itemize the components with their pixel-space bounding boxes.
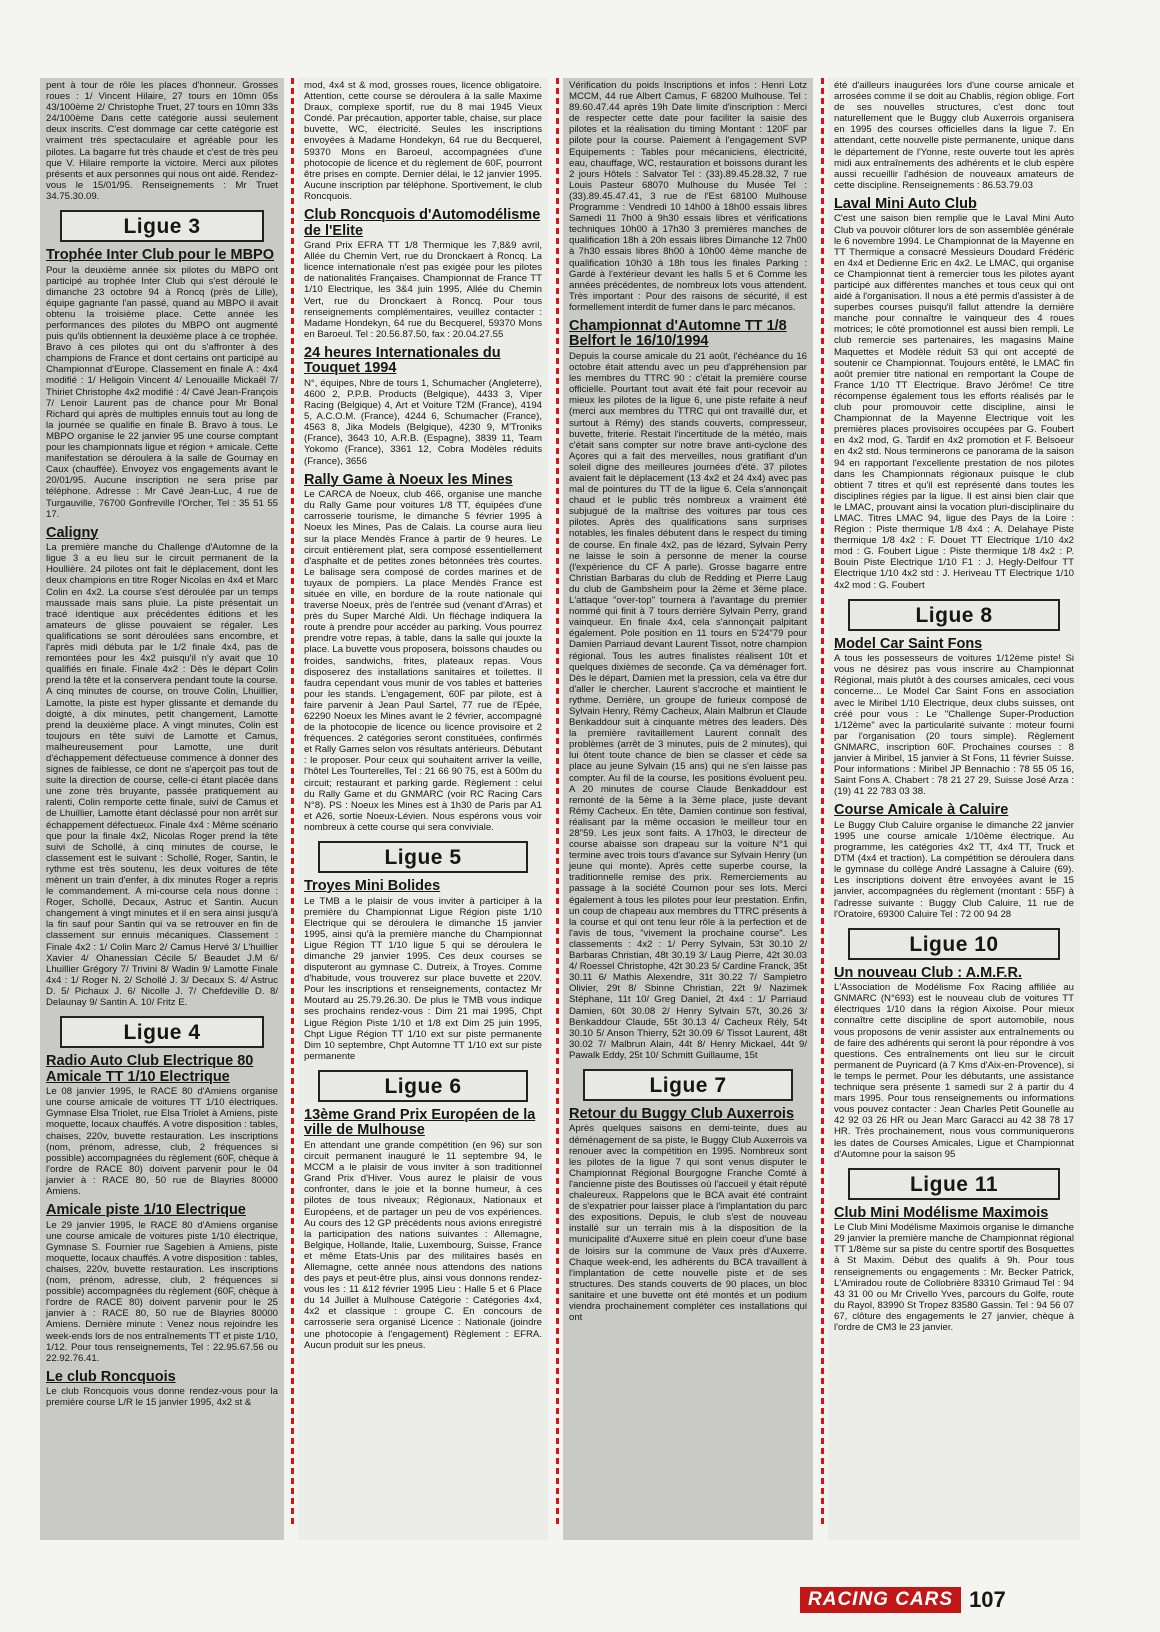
article-text: C'est une saison bien remplie que le Laval Mini Auto Club va pouvoir clôturer lors de son assemblée générale le 6 novembre 1994. Le Championnat de la Mayenne en TT Thermique a consacré Messieurs Doudard Frédéric en 4x4 et Dedienne Eric en 4x2. Le LMAC, qui organise ce Championnat tient à remercier tous les pilotes ayant participé aux différentes manches et tous ceux qui ont aidé à l'organisation. Il nous a été permis d'assister à de superbes courses puisqu'il fallut attendre la dernière manche pour connaître le vainqueur des 4 roues motrices; le côté promotionnel est aussi bien rempli. Le club remercie ses partenaires, les magasins Maine Maquettes et Modèle réduit 53 qui ont accepté de soutenir ce Championnat. Toujours entêté, le LMAC fin août premier titre national en remportant la Coupe de France 1/10 TT Electrique. Bravo Jérôme! Ce titre récompense également tous les efforts réalisés par le club pour promouvoir cette discipline, ainsi le Championnat de la Mayenne Electrique voit les premières places provisoires occupées par G. Foubert en 4x2 mod, G. Tardif en 4x2 promotion et F. Belsoeur en 4x2 std. Nous terminerons ce panorama de la saison 94 en rapportant l'excellente prestation de nos pilotes dans les Championnats régionaux puisque le club obtient 7 titres et qu'il est représenté dans toutes les disciplines régies par la ligue. Il est ainsi bien clair que le LMAC, prouvant ainsi la vocation pluri-disciplinaire du LMAC. Titres LMAC 94, ligue des Pays de la Loire : Région : Piste thermique 1/8 4x4 : A. Delahaye Piste thermique 1/8 4x2 : F. Douet TT Electrique 1/10 4x2 mod : G. Foubert Ligue : Piste thermique 1/8 4x2 : P. Bouin Piste Electrique 1/10 F1 : J. Hegly-Delfour TT Electrique 1/10 4x2 std : J. Heriveau TT Electrique 1/10 4x2 mod : G. Foubert (834, 213, 1074, 591)
article-title: 13ème Grand Prix Européen de la ville de Mulhouse (304, 1106, 536, 1139)
article-text: En attendant une grande compétition (en 96) sur son circuit permanent inauguré le 11 septembre 94, le MCCM a le plaisir de vous inviter à son traditionnel Grand Prix d'Hiver. Vous aurez le plaisir de vous confronter, dans le joie et la bonne humeur, à ces pilotes de tous niveaux; Régionaux, Nationaux et Européens, et de partager un peu de vos expériences. Au cours des 12 GP précédents nous avions enregistré la participation des nations suivantes : Allemagne, Belgique, Hollande, Italie, Luxembourg, Suisse, France et même Etats-Unis par des militaires basés en Allemagne, cette année nous attendons des nations des pays et peut-être plus, ainsi vous donnons rendez-vous les : 11 &12 février 1995 Lieu : Halle 5 et 6 Place du 14 Juillet à Mulhouse Catégorie : Catégories 4x4, 4x2 et classique : groupe C. En concours de carrosserie sera organisé Licence : Nationale (joindre une photocopie à l'engagement) Règlement : EFRA. Aucun produit sur les pneus. (304, 1139, 542, 1351)
article-text: Grand Prix EFRA TT 1/8 Thermique les 7,8&9 avril, Allée du Chemin Vert, rue du Dronckaert à Roncq. La licence internationale n'est pas exigée pour les pilotes de nationalités Françaises. Championnat de France TT 1/10 Electrique, les 3&4 juin 1995, Allée du Chemin Vert, rue du Dronckaert à Roncq. Pour tous renseignements complémentaires, veuillez contacter : Madame Hondekyn, 64 rue du Becquerel, 59370 Mons en Baroeul. Tel : 20.56.87.50, fax : 20.04.27.55 (304, 240, 542, 340)
article-title: 24 heures Internationales du Touquet 1994 (304, 344, 501, 377)
league-heading: Ligue 3 (60, 210, 264, 242)
article-text: N°, équipes, Nbre de tours 1, Schumacher (Angleterre), 4600 2, P.P.B. Products (Belgique), 4433 3, Viper Racing (Belgique) 4, Art et Voiture T2M (France), 4194 5, A.C.O.M. (France), 4244 6, Schumacher (France), 4563 8, Jika Models (Belgique), 4230 9, M'Troniks (France), 3643 10, A.R.B. (Espagne), 3839 11, Team Yokomo (France), 3361 12, Cobra Modèles réduits (France), 3656 (304, 377, 542, 467)
article-title: Club Roncquois d'Automodélisme de l'Elite (304, 207, 541, 239)
league-heading: Ligue 10 (848, 928, 1060, 960)
league-heading: Ligue 8 (848, 599, 1060, 631)
page-number: 107 (969, 1587, 1006, 1612)
league-heading: Ligue 4 (60, 1016, 264, 1048)
column-1-content (40, 78, 284, 1408)
league-heading: Ligue 7 (583, 1069, 793, 1101)
column-2 (298, 78, 548, 1540)
article-title: Troyes Mini Bolides (304, 878, 441, 895)
column-1 (40, 78, 284, 1540)
column-3 (563, 78, 813, 1540)
article-title: Un nouveau Club : A.M.F.R. (834, 964, 1022, 981)
article-text: Après quelques saisons en demi-teinte, dues au déménagement de sa piste, le Buggy Club Auxerrois va renouer avec la compétition en 1995. Nombreux sont les pilotes de la ligue 7 qui sont venus disputer le Championnat Régional Bourgogne Franche Comté à l'ancienne piste des Boutisses où l'accueil y était réputé chaleureux. Rappelons que le BCA avait été contraint de s'expatrier pour laisser place à l'implantation du parc des expositions. Depuis, le club s'est de nouveau installé sur un terrain mis à la disposition de la municipalité d'Auxerre situé en plein coeur d'une base de loisirs sur la commune de Vaux près d'Auxerre. Chaque week-end, les adhérents du BCA travaillent à l'implantation de cette nouvelle piste et de ses structures. Des stands couverts de 90 places, un bloc sanitaire et une buvette ont été montés et un podium viendra prochainement compléter ces installations qui ont (569, 1123, 807, 1324)
article-title: Le club Roncquois (46, 1368, 176, 1385)
article-title: Rally Game à Noeux les Mines (304, 471, 513, 488)
column-divider (291, 78, 294, 1528)
league-heading: Ligue 6 (318, 1070, 528, 1102)
article-title: Amicale piste 1/10 Electrique (46, 1202, 246, 1219)
article-title: Retour du Buggy Club Auxerrois (569, 1105, 795, 1122)
column-3-content (563, 78, 813, 1323)
column-4-content (828, 78, 1080, 1333)
article-text: Le club Roncquois vous donne rendez-vous pour la première course L/R le 15 janvier 1995, 4x2 st & (46, 1386, 278, 1409)
article-text: Pour la deuxième année six pilotes du MBPO ont participé au trophée Inter Club qui s'est déroulé le dimanche 23 octobre 94 à Roncq (près de Lille), équipe gagnante l'an passé, quand au MBPO il avait obtenu la troisième place. Cette année les performances des pilotes du MBPO ont augmenté puis qu'ils obtiennent la deuxième place à ce trophée. Bravo à ces pilotes qui ont du s'affronter à des champions de France et dont certains ont participé au Championnat d'Europe. Classement en finale A : 4x4 modifié : 1/ Heligoin Vincent 4/ Lenouaille Mickaël 7/ Thiriet Christophe 4x2 modifié : 4/ Cavé Jean-François 7/ Lenoir Laurent pas de chance pour Mr Bonal Richard qui après de multiples ennuis tout au long de la journée se qualifie en finale B. Bravo à tous. Le MBPO organise le 22 janvier 95 une course comptant pour les championnats ligue et région + amicale. Cette manifestation se déroulera à la salle de Gournay en Caux (chauffée). Envoyez vos engagements avant le 20/01/95. Aucune inscription ne sera prise par téléphone. Adresse : Mr Cavé Jean-Luc, 4 rue de Turgauville, 76700 Gonfreville l'Orcher, Tel : 35 51 55 17. (46, 264, 278, 520)
page-footer (800, 1586, 1120, 1614)
article-title: Trophée Inter Club pour le MBPO (46, 247, 274, 264)
article-text: Le CARCA de Noeux, club 466, organise une manche du Rally Game pour voitures 1/8 TT, équipées d'une carrosserie tourisme, le dimanche 5 février 1995 à Noeux les Mines, Pas de Calais. La course aura lieu sur la place Mendès France à partir de 9 heures. Le circuit entièrement plat, sera composé essentiellement d'asphalte et de petites zones bétonnées très courtes. Le balisage sera composé de cordes marines et de tuyaux de pompiers. La place Mendès France est située en ville, en bordure de la route nationale qui traverse Noeux, près de l'entrée sud (venant d'Arras) et près du Super Marché Aldi. Un fléchage indiquera la route à prendre pour accéder au parking. Vous pourrez prendre votre repas, à table, dans la salle qui jouxte la place. La buvette vous proposera, boissons chaudes ou froides, sandwichs, frites, plateaux repas. Vous disposerez des installations sanitaires et toilettes. Il faudra cependant vous munir de vos tables et batteries pour les stands. L'engagement, 60F par pilote, est à faire parvenir à Jean Paul Sartel, 77 rue de l'Epée, 62290 Noeux les Mines avant le 2 février, accompagné de la photocopie de licence ou licence provisoire et 2 fréquences. 2 catégories seront constituées, confirmés et Rally Games selon vos résultats antérieurs. Débutant : le proposer. Pour ceux qui souhaitent arriver la veille, l'hôtel Les Tourterelles, Tel : 21 66 90 75, est à 500m du circuit; restaurant et parking garde. Règlement : celui du Rally Game et du GNMARC (voir RC Racing Cars N°8). PS : Noeux les Mines est à 1h30 de Paris par A1 et A26, sortie Noeux-Lévien. Nous espérons vous voir nombreux à cette course qui sera conviviale. (304, 489, 542, 833)
article-text: Depuis la course amicale du 21 août, l'échéance du 16 octobre était attendu avec un peu d'appréhension par les membres du TTRC 90 : c'était la première course officielle. Pourtant tout avait été fait pour recevoir au mieux les pilotes de la ligue 6, une piste refaite à neuf (merci aux membres du TTRC qui ont travaillé dur, et surtout à Rémy) des stands couverts, compresseur, buvette, friterie. Restait l'incertitude de la météo, mais c'était sans compter sur notre brave anti-cyclone des Açores qui a fait des merveilles, nous gratifiant d'un soleil digne des meilleures journées d'été. 37 pilotes avaient fait le déplacement (13 4x2 et 24 4x4) avec pas mal de pointures du TT de la ligue 6. Cela s'annonçait chaud et le public très nombreux a vraiment été subjugué de la maîtrise des voitures par tous ces pilotes. Après des qualifications sans surprises notables, les finales débutent dans le respect du timing de course. En finale 4x2, pas de lézard, Sylvain Perry ne laisse le soin à personne de mener la course (l'expérience du CF A parle). Grosse bagarre entre Christian Barbaras du club de Redding et Pierre Laug du club de Gambsheim pour la 2ème et 3ème place. L'attaque "over-top" tournera à l'avantage du premier nommé qui finit à 7 tours derrière Sylvain Perry, grand vainqueur. En finale 4x4, cela s'annonçait palpitant également. Pole position en 11 tours en 5'24"79 pour Damien Parriaud devant Laurent Tissot, notre champion régional. Tous les autres finalistes réalisent 10t et quelques dixièmes de seconde. Ça va déménager fort. Dès le départ, Damien met la pression, cela va être dur d'aller le chercher. Laurent s'accroche et maintient le rythme. Derrière, un groupe de furieux composé de Sylvain Henry, Rémy Cacheux, Alain Malbrun et Claude Benkaddour suit à cinquante mètres des leaders. Dès la première ravitaillement Laurent connaît des problèmes (arrêt de 3 minutes, puis de 2 minutes), qui lui ôtent toute chance de bien se classer et cède sa place au jeune Sylvain (15 ans) qui ne s'en laisse pas compter. Au fil de la course, les positions évoluent peu. A 20 minutes de course Claude Benkaddour est remonté de la 5ème à la 3ème place, juste devant Rémy Cacheux. En tête, Damien continue son festival, réalisant par la même occasion le meilleur tour en 28"59. Les jeux sont faits. A 17h03, le directeur de course abaisse son drapeau sur la voiture N°1 qui termine avec trois tours d'avance sur Sylvain Henry (un jeune qui monte). Après cette superbe course, la traditionnelle remise des prix. Remerciements au passage à la société Cournon pour ses lots. Merci également à tous les pilotes pour leur prestation. Enfin, un coup de chapeau aux membres du TTRC présents à la course et qui ont tenu leur rôle à la perfection et de l'avis de tous, "vivement la prochaine course". Les classements : 4x2 : 1/ Perry Sylvain, 53t 30.10 2/ Barbaras Christian, 48t 30.19 3/ Laug Pierre, 42t 30.03 4/ Roessel Christophe, 42t 30.23 5/ Cardine Franck, 35t 30.11 6/ Mathis Alexendre, 31t 30.22 7/ Sampietro Olivier, 29t 8/ Sbinne Christian, 22t 9/ Nazimek Stéphane, 11t 10/ Greg Daniel, 2t 4x4 : 1/ Parriaud Damien, 60t 30.08 2/ Henry Sylvain 57t, 30.26 3/ Benkaddour Claude, 55t 30.13 4/ Cacheux Rély, 54t 30.10 5/ Anson Thierry, 52t 30.09 6/ Tissot Laurent, 48t 30.02 7/ Malbrun Alain, 44t 8/ Henry Mickael, 44t 9/ Pawalk Eddy, 25t 10/ Schmitt Guillaume, 15t (569, 350, 807, 1061)
article-text: pent à tour de rôle les places d'honneur. Grosses roues : 1/ Vincent Hilaire, 27 tours en 10mn 05s 43/100ème 2/ Christophe Truet, 27 tours en 10mn 33s 24/100ème Dans cette catégorie aussi seulement deux inscrits. C'est dommage car cette catégorie est vraiment très spectaculaire et agréable pour les pilotes. La bagarre fut très chaude et c'est de très peu que V. Hilaire remporte la victoire. Merci aux pilotes présents et aux personnes qui nous ont aidé. Rendez-vous le 15/01/95. Renseignements : Mr Truet 34.75.30.09. (46, 80, 278, 202)
article-title: Club Mini Modélisme Maximois (834, 1204, 1049, 1221)
article-text: Le TMB a le plaisir de vous inviter à participer à la première du Championnat Ligue Région piste 1/10 Electrique qui se déroulera le dimanche 15 janvier 1995, ainsi qu'à la première manche du Championnat Ligue Région TT 1/10 ligue 5 qui se déroulera le dimanche 29 janvier 1995. Ces deux courses se disputeront au gymnase C. Dutreix, à Troyes. Comme d'habitude, vous trouverez sur place buvette et 220V. Pour les inscriptions et renseignements, contactez Mr Moutard au 25.79.26.30. De plus le TMB vous indique ses prochains rendez-vous : Dim 21 mai 1995, Chpt Ligue Région Piste 1/10 et 1/8 ext Dim 25 juin 1995, Chpt Ligue Région TT 1/10 ext sur piste permanente Dim 10 septembre, Chpt Automne TT 1/10 ext sur piste permanente (304, 895, 542, 1062)
article-title: Laval Mini Auto Club (834, 195, 977, 212)
article-text: Le 29 janvier 1995, le RACE 80 d'Amiens organise une course amicale de voitures piste 1/10 électrique, Gymnase S. Fournier rue Sagebien à Amiens, piste moquette, locaux chauffés. A votre disposition : tables, chaises, 220v, buvette restauration. Les inscriptions (nom, prénom, adresse, club, 2 fréquences si possible) accompagnées du règlement (60F, chèque à l'ordre de RACE 80) doivent parvenir pour le 25 janvier à : RACE 80, 50 rue de Blayries 80000 Amiens. Dernière minute : Venez nous rejoindre les week-ends lors de nos entraînements TT et piste 1/10, 1/12. Pour tous renseignements, Tel : 22.95.67.56 ou 22.92.76.41. (46, 1219, 278, 1364)
article-text: Le 08 janvier 1995, le RACE 80 d'Amiens organise une course amicale de voitures TT 1/10 électriques. Gymnase Elsa Triolet, rue Elsa Triolet à Amiens, piste moquette, locaux chauffés. A votre disposition : tables, chaises, 220v, buvette restauration. Les inscriptions (nom, prénom, adresse, club, 2 fréquences si possible) accompagnées du règlement (60F, chèque à l'ordre de RACE 80) doivent parvenir pour le 04 janvier à : RACE 80, 50 rue de Blayries 80000 Amiens. (46, 1086, 278, 1197)
article-text: Vérification du poids Inscriptions et infos : Henri Lotz MCCM, 44 rue Albert Camus, F 68200 Mulhouse. Tel : 89.60.47.44 après 19h Date limite d'inscription : Merci de respecter cette date pour faciliter la saisie des pilotes et la réalisation du timing Montant : 120F par pilote pour la course. Paiement à l'engagement SVP Equipements : Tables pour mécaniciens, électricité, eau, chauffage, WC, restauration et boissons durant les 2 jours Hôtels : Salvator Tel : (33).89.45.28.32, 7 rue Louis Pasteur 68070 Mulhouse du Musée Tel : (33).89.45.47.41, 3 rue de l'Est 68100 Mulhouse Programme : Vendredi 10 14h00 à 18h00 essais libres Samedi 11 7h00 à 9h30 essais libres et vérifications techniques 10h00 à 17h30 3 premières manches de qualification 18h à 20h essais libres Dimanche 12 7h00 à 7h30 essais libres 8h00 à 10h00 4ème manche de qualification 10h30 à 18h tous les finales Parking : Gardé à l'extérieur devant les halls 5 et 6 Comme les années précédentes, de nombreux lots vous attendent. Très important : Pour des raisons de sécurité, il est formellement interdit de fumer dans le parc mécanos. (569, 80, 807, 313)
magazine-logo: RACING CARS (800, 1587, 961, 1613)
league-heading: Ligue 5 (318, 841, 528, 873)
article-text: Le Buggy Club Caluire organise le dimanche 22 janvier 1995 une course amicale 1/10ème électrique. Au programme, les catégories 4x2 TT, 4x4 TT, Truck et DTM (4x4 et traction). La compétition se déroulera dans le gymnase du collège André Lassagne à Caluire (69). Les inscriptions doivent être envoyées avant le 15 janvier, accompagnées du règlement (montant : 55F) à l'adresse suivante : Buggy Club Caluire, 11 rue de l'Oratoire, 69300 Caluire Tel : 72 00 94 28 (834, 819, 1074, 920)
article-text: A tous les possesseurs de voitures 1/12ème piste! Si vous ne désirez pas vous inscrire au Championnat Régional, mais plutôt à des courses amicales, ceci vous concerne... Le Model Car Saint Fons en association avec le Miribel 1/10 Electrique, deux clubs suisses, ont créé pour vous : Le "Challenge Super-Production 1/12ème" avec la particularité suivante : moteur fourni par l'organisation (20 tours simple). Règlement GNMARC, inscription 60F. Prochaines courses : 8 janvier à Miribel, 15 janvier à St Fons, 11 février Suisse. Pour informations : Miribel JP Bennachio : 78 55 05 16, Saint Fons A. Chabert : 78 21 27 29, Suisse José Arza : (19) 41 22 783 03 38. (834, 653, 1074, 798)
article-text: Le Club Mini Modélisme Maximois organise le dimanche 29 janvier la première manche de Championnat régional TT 1/8ème sur sa piste du centre sportif des Bosquettes à St Maxim. Début des qualifs à 9h. Pour tous renseignements ou engagements : Mr. Becker Patrick, L'Amiradou route de Collobrière 83310 Grimaud Tel : 94 43 31 00 ou Mr Crivello Yves, parcours du Golfe, route du Rayol, 83990 St Tropez 83580 Gassin. Tel : 94 56 07 67, clôture des engagements le 27 janvier, chèque à l'ordre de CM3 le 23 janvier. (834, 1222, 1074, 1334)
article-title: Model Car Saint Fons (834, 635, 983, 652)
column-2-content (298, 78, 548, 1351)
article-text: La première manche du Challenge d'Automne de la ligue 3 a eu lieu sur le circuit permanent de la Houllière. 24 pilotes ont fait le déplacement, dont les deux champions en titre Roger Nicolas en 4x4 et Marc Colin en 4x2. La course s'est déroulée par un temps maussade mais sans pluie. La piste présentait un tracé identique aux précédentes éditions et les amateurs de glisse pouvaient se régaler. Les qualifications se sont déroulées sans encombre, et l'après midi débuta par le 1/2 finale 4x4, pas de remontées pour les 4x2 puisqu'il n'y avait que 10 qualifiés en finale. Finale 4x2 : Dès le départ Colin prend la tête et la conservera pendant toute la course. A cinq minutes de course, on trouve Colin, Lhuillier, Lamotte, la piste est hyper glissante et demande du doigté, à dix minutes, petit changement, Lamotte prend la deuxième place. A vingt minutes, Colin est toujours en tête suivi de Lamotte et Camus, malheureusement pour Lamotte, une durit d'échappement défectueuse commence à donner des signes de faiblesse, ce dont ne s'aperçoit pas tout de suite la direction de course, celle-ci étant placée dans une zone très bruyante, passée pratiquement au ralenti, Colin remporte cette finale, suivi de Camus et de Lhuillier, Lamotte étant déclassé pour non arrêt sur échappement défectueux. Finale 4x4 : Même scénario que pour la finale 4x2, Nicolas Roger prend la tête suivi de Schollé, à cinq minutes de course, le classement est le suivant : Schollé, Roger, Santin, le rythme est très soutenu, les deux voitures de tête mènent un train d'enfer, à dix minutes Roger a repris le commandement. A mi-course cela nous donne : Roger, Schollé, Decaux, Astruc et Santin. Aucun changement à vingt minutes et il en sera ainsi jusqu'à la fin sauf pour Santin qui va se retrouver en fin de classement sur ennuis mécaniques. Classement : Finale 4x2 : 1/ Colin Marc 2/ Camus Hervé 3/ L'huillier Xavier 4/ Ohanessian Cécile 5/ Beaudet J.M 6/ Lhuillier Grégory 7/ Trivini 8/ Wadin 9/ Lamotte Finale 4x4 : 1/ Roger N. 2/ Schollé J. 3/ Decaux S. 4/ Astruc D. 5/ Pichaux J. 6/ Nicolle J. 7/ Chefdeville D. 8/ Delaunay 9/ Santin A. 10/ Fritz E. (46, 542, 278, 1009)
article-title: Caligny (46, 524, 99, 541)
league-heading: Ligue 11 (848, 1168, 1060, 1200)
article-title: Course Amicale à Caluire (834, 802, 1009, 819)
article-text: mod, 4x4 st & mod, grosses roues, licence obligatoire. Attention, cette course se déroulera à la salle Maxime Draux, complexe sportif, rue du 8 mai 1945 Vieux Condé. Par précaution, apporter table, chaise, sur place buvette, WC, électricité. Seules les inscriptions envoyées à Madame Hondekyn, 64 rue du Becquerel, 59370 Mons en Baroeul, accompagnées d'une photocopie de licence et du règlement de 60F, pourront être prises en compte. Dernier délai, le 12 janvier 1995. Aucune inscription par téléphone. Sportivement, le club Roncquois. (304, 80, 542, 202)
article-title: Championnat d'Automne TT 1/8 Belfort le 16/10/1994 (569, 317, 787, 350)
column-divider (821, 78, 824, 1528)
column-4 (828, 78, 1080, 1540)
article-title: Radio Auto Club Electrique 80 Amicale TT 1/10 Electrique (46, 1053, 254, 1085)
article-text: été d'ailleurs inaugurées lors d'une course amicale et arrosées comme il se doit au Chablis, région oblige. Fort de ses nouvelles structures, c'est donc tout naturellement que le Buggy club Auxerrois organisera en 1995 des courses officielles dans la ligue 7. En attendant, cette nouvelle piste permanente, unique dans le département de l'Yonne, reste ouverte tout les après midi aux entraînements des adhérents et le club espère aussi recueillir l'adhésion de nouveaux amateurs de cette discipline. Renseignements : 86.53.79.03 (834, 80, 1074, 191)
column-divider (556, 78, 559, 1528)
article-text: L'Association de Modélisme Fox Racing affiliée au GNMARC (N°693) est le nouveau club de voitures TT électriques 1/10 dans la région Aixoise. Pour mieux connaître cette discipline de sport automobile, nous vous proposons de venir assister aux entraînements ou de faire des adhérents qui seront là pour répondre à vos questions. Ces entraînements ont lieu sur le circuit permanent de Puyricard (à 7 Kms d'Aix-en-Provence), si le temps le permet. Pour les débutants, une assistance technique sera présente 1 samedi sur 2 à partir du 4 mars 1995. Pour tous renseignements ou informations vous pouvez contacter : Jean Charles Petit Gounelle au 42 92 03 26 HR ou Jean Marc Garacci au 42 38 78 17 HR. Très prochainement, nous vous communiquerons les dates de Courses Amicales, Ligue et Championnat d'Automne pour la saison 95 (834, 982, 1074, 1160)
